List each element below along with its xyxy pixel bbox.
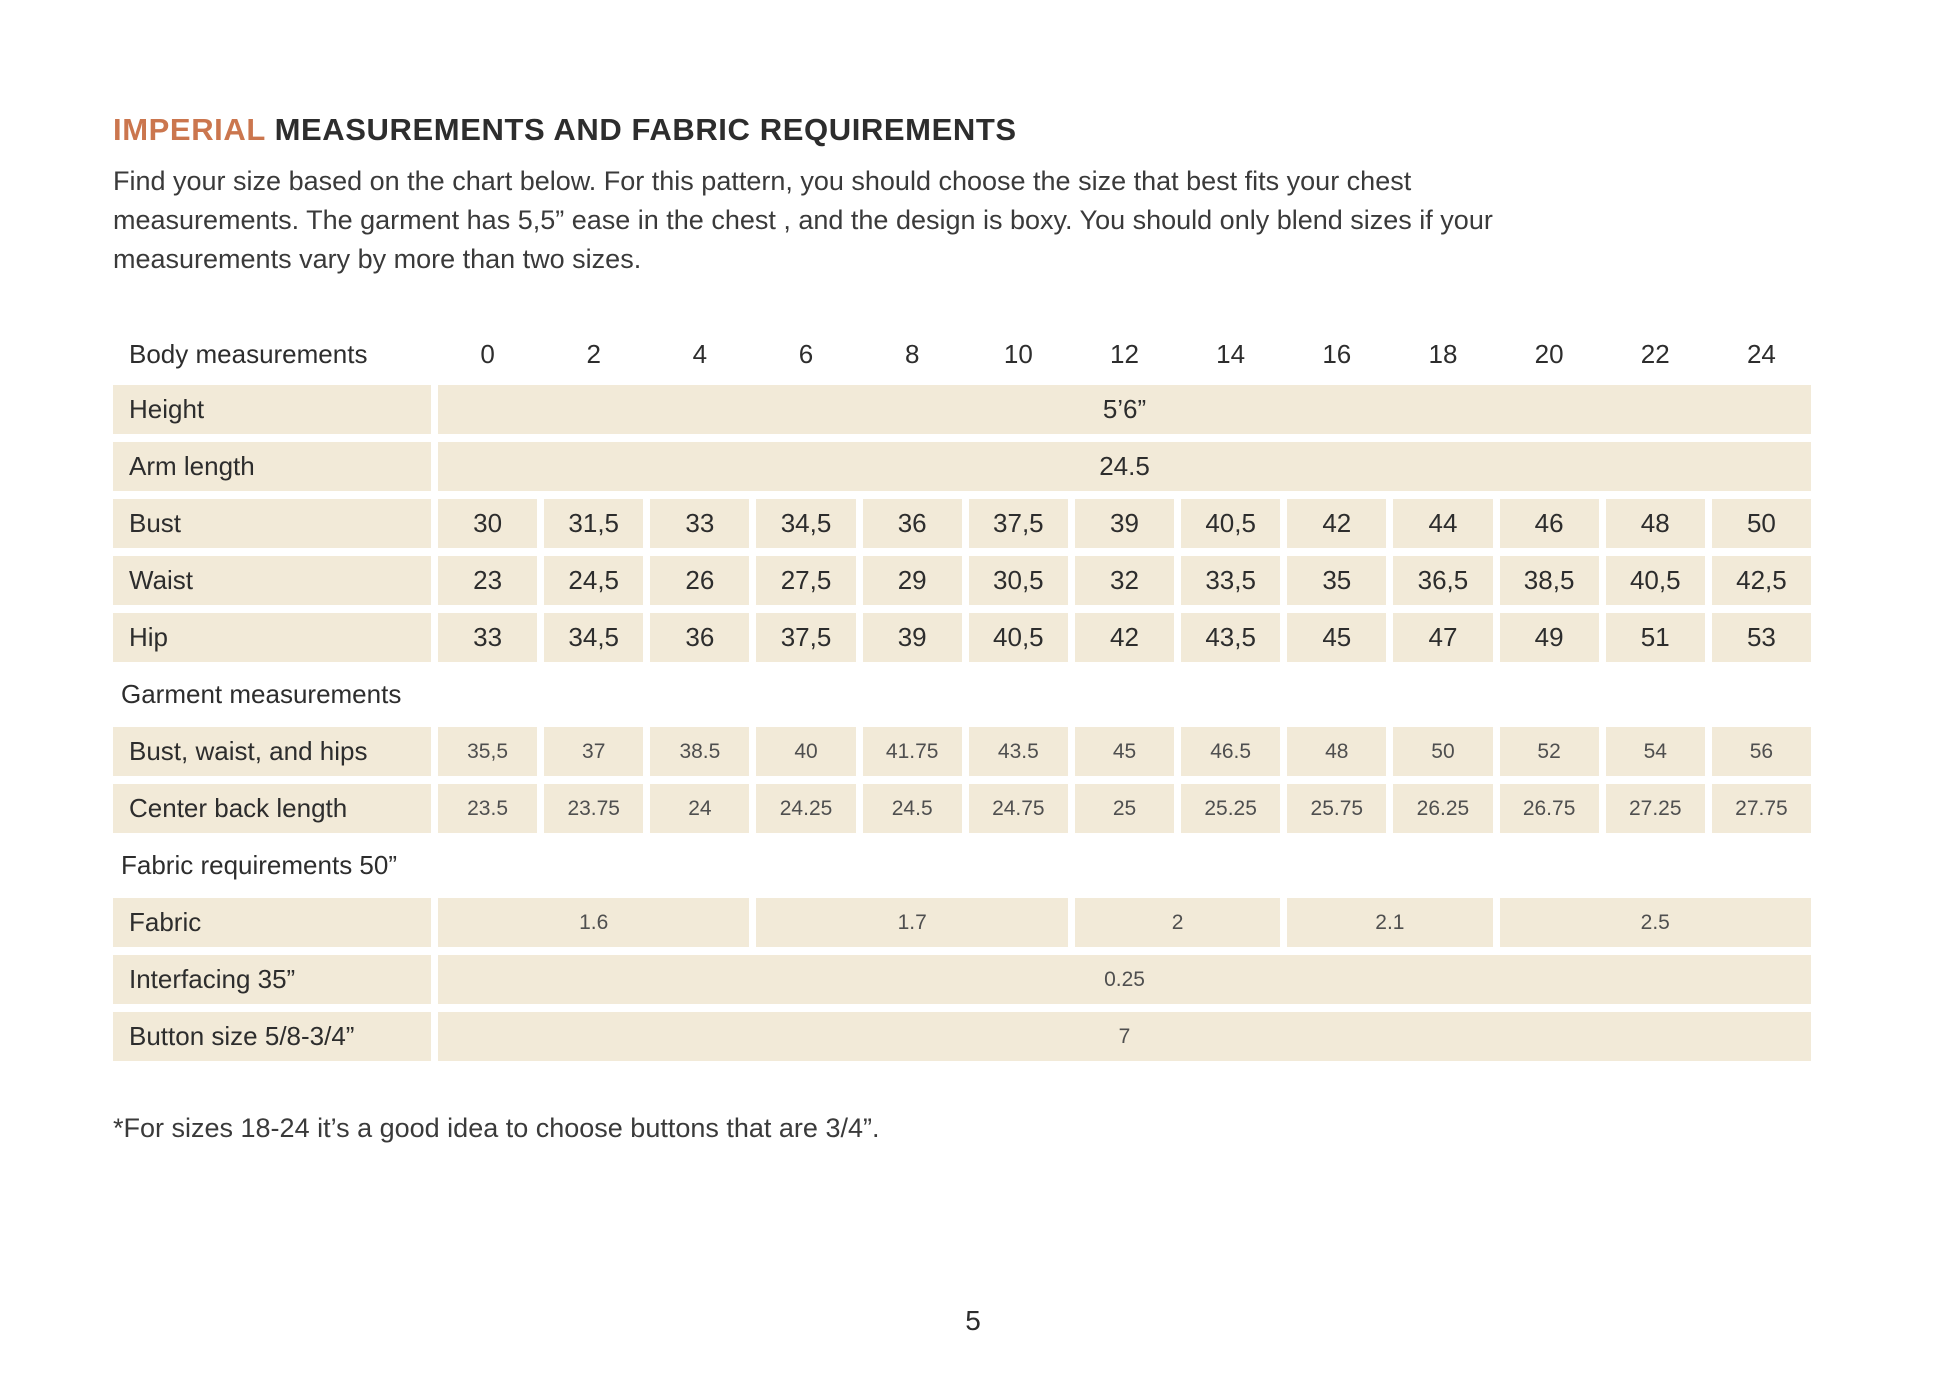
merged-value-cell: 24.5 bbox=[438, 442, 1811, 491]
value-cell: 45 bbox=[1287, 613, 1386, 662]
value-cell: 40,5 bbox=[969, 613, 1068, 662]
size-column-header: 2 bbox=[586, 338, 601, 369]
size-column-header: 18 bbox=[1428, 338, 1458, 369]
value-cell: 37,5 bbox=[969, 499, 1068, 548]
size-column-header: 22 bbox=[1640, 338, 1670, 369]
intro-line: measurements vary by more than two sizes. bbox=[113, 244, 642, 274]
row-label: Bust, waist, and hips bbox=[113, 727, 431, 776]
value-cell: 42 bbox=[1075, 613, 1174, 662]
value-cell: 29 bbox=[863, 556, 962, 605]
size-column-header: 4 bbox=[692, 338, 708, 369]
page-title-rest: MEASUREMENTS AND FABRIC REQUIREMENTS bbox=[265, 112, 1017, 147]
value-cell: 23 bbox=[438, 556, 537, 605]
value-cell: 33,5 bbox=[1181, 556, 1280, 605]
value-cell: 27.25 bbox=[1606, 784, 1705, 833]
grouped-value-cell: 2 bbox=[1075, 898, 1280, 947]
value-cell: 45 bbox=[1075, 727, 1174, 776]
value-cell: 37,5 bbox=[756, 613, 855, 662]
value-cell: 23.75 bbox=[544, 784, 643, 833]
value-cell: 39 bbox=[863, 613, 962, 662]
merged-value-cell: 5’6” bbox=[438, 385, 1811, 434]
size-column-header: 16 bbox=[1322, 338, 1352, 369]
value-cell: 42,5 bbox=[1712, 556, 1811, 605]
row-label: Fabric bbox=[113, 898, 431, 947]
value-cell: 43,5 bbox=[1181, 613, 1280, 662]
value-cell: 27.75 bbox=[1712, 784, 1811, 833]
value-cell: 54 bbox=[1606, 727, 1705, 776]
value-cell: 36 bbox=[863, 499, 962, 548]
page-title bbox=[113, 112, 1811, 148]
value-cell: 37 bbox=[544, 727, 643, 776]
section-header: Garment measurements bbox=[121, 679, 402, 709]
value-cell: 46 bbox=[1500, 499, 1599, 548]
section-header: Fabric requirements 50” bbox=[121, 850, 397, 880]
grouped-value-cell: 1.6 bbox=[438, 898, 749, 947]
value-cell: 24 bbox=[650, 784, 749, 833]
value-cell: 25.25 bbox=[1181, 784, 1280, 833]
value-cell: 27,5 bbox=[756, 556, 855, 605]
row-label: Interfacing 35” bbox=[113, 955, 431, 1004]
merged-value-cell: 0.25 bbox=[438, 955, 1811, 1004]
value-cell: 24.5 bbox=[863, 784, 962, 833]
value-cell: 48 bbox=[1287, 727, 1386, 776]
row-label: Waist bbox=[113, 556, 431, 605]
value-cell: 24,5 bbox=[544, 556, 643, 605]
value-cell: 23.5 bbox=[438, 784, 537, 833]
value-cell: 51 bbox=[1606, 613, 1705, 662]
value-cell: 36,5 bbox=[1393, 556, 1492, 605]
value-cell: 44 bbox=[1393, 499, 1492, 548]
page-content bbox=[113, 112, 1811, 1144]
merged-value-cell: 7 bbox=[438, 1012, 1811, 1061]
value-cell: 46.5 bbox=[1181, 727, 1280, 776]
value-cell: 38.5 bbox=[650, 727, 749, 776]
value-cell: 33 bbox=[438, 613, 537, 662]
column-header-label: Body measurements bbox=[129, 338, 368, 369]
intro-line: measurements. The garment has 5,5” ease in the chest , and the design is boxy. You should only blend sizes if your bbox=[113, 205, 1493, 235]
row-label: Bust bbox=[113, 499, 431, 548]
row-label: Arm length bbox=[113, 442, 431, 491]
grouped-value-cell: 2.5 bbox=[1500, 898, 1811, 947]
size-table bbox=[113, 331, 1811, 1061]
value-cell: 34,5 bbox=[756, 499, 855, 548]
value-cell: 24.75 bbox=[969, 784, 1068, 833]
value-cell: 41.75 bbox=[863, 727, 962, 776]
value-cell: 35,5 bbox=[438, 727, 537, 776]
intro-paragraph bbox=[113, 162, 1811, 279]
value-cell: 25.75 bbox=[1287, 784, 1386, 833]
value-cell: 40 bbox=[756, 727, 855, 776]
value-cell: 26.25 bbox=[1393, 784, 1492, 833]
value-cell: 40,5 bbox=[1606, 556, 1705, 605]
button-size-footnote: *For sizes 18-24 it’s a good idea to choose buttons that are 3/4”. bbox=[113, 1113, 880, 1143]
value-cell: 24.25 bbox=[756, 784, 855, 833]
value-cell: 53 bbox=[1712, 613, 1811, 662]
grouped-value-cell: 2.1 bbox=[1287, 898, 1492, 947]
value-cell: 34,5 bbox=[544, 613, 643, 662]
value-cell: 50 bbox=[1393, 727, 1492, 776]
value-cell: 47 bbox=[1393, 613, 1492, 662]
value-cell: 35 bbox=[1287, 556, 1386, 605]
value-cell: 30 bbox=[438, 499, 537, 548]
row-label: Hip bbox=[113, 613, 431, 662]
value-cell: 49 bbox=[1500, 613, 1599, 662]
page-number: 5 bbox=[965, 1305, 981, 1336]
value-cell: 31,5 bbox=[544, 499, 643, 548]
value-cell: 26 bbox=[650, 556, 749, 605]
size-column-header: 6 bbox=[798, 338, 814, 369]
page-title-highlight: IMPERIAL bbox=[113, 112, 266, 147]
value-cell: 50 bbox=[1712, 499, 1811, 548]
value-cell: 52 bbox=[1500, 727, 1599, 776]
value-cell: 48 bbox=[1606, 499, 1705, 548]
value-cell: 42 bbox=[1287, 499, 1386, 548]
size-column-header: 14 bbox=[1216, 338, 1246, 369]
size-column-header: 12 bbox=[1110, 338, 1139, 369]
size-column-header: 20 bbox=[1534, 338, 1564, 369]
size-column-header: 8 bbox=[904, 338, 920, 369]
value-cell: 43.5 bbox=[969, 727, 1068, 776]
value-cell: 40,5 bbox=[1181, 499, 1280, 548]
value-cell: 38,5 bbox=[1500, 556, 1599, 605]
row-label: Center back length bbox=[113, 784, 431, 833]
value-cell: 33 bbox=[650, 499, 749, 548]
row-label: Button size 5/8-3/4” bbox=[113, 1012, 431, 1061]
value-cell: 32 bbox=[1075, 556, 1174, 605]
value-cell: 56 bbox=[1712, 727, 1811, 776]
grouped-value-cell: 1.7 bbox=[756, 898, 1067, 947]
size-column-header: 10 bbox=[1003, 338, 1033, 369]
size-column-header: 24 bbox=[1746, 338, 1776, 369]
intro-line: Find your size based on the chart below. For this pattern, you should choose the size that best fits your chest bbox=[113, 166, 1412, 196]
value-cell: 39 bbox=[1075, 499, 1174, 548]
value-cell: 26.75 bbox=[1500, 784, 1599, 833]
size-column-header: 0 bbox=[480, 338, 495, 369]
value-cell: 36 bbox=[650, 613, 749, 662]
value-cell: 30,5 bbox=[969, 556, 1068, 605]
row-label: Height bbox=[113, 385, 431, 434]
value-cell: 25 bbox=[1075, 784, 1174, 833]
